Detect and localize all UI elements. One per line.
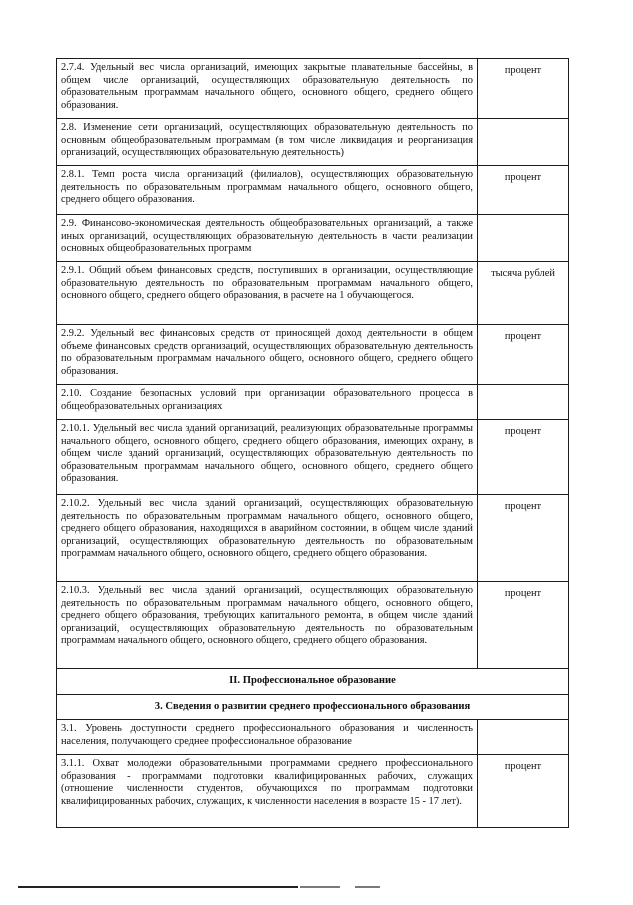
indicator-unit: процент	[478, 755, 569, 828]
indicator-unit	[478, 720, 569, 755]
table-row	[57, 495, 569, 582]
indicator-text: 2.9.1. Общий объем финансовых средств, поступивших в организации, осуществляющие образовательную деятельность по образовательным программам начального общего, основного общего, среднего общего образования, в расчете на 1 обучающегося.	[57, 262, 478, 325]
table-row	[57, 325, 569, 385]
subsection-heading: 3. Сведения о развитии среднего профессионального образования	[57, 694, 569, 720]
indicator-text: 2.8.1. Темп роста числа организаций (филиалов), осуществляющих образовательную деятельность по образовательным программам начального общего, основного общего, среднего общего образования.	[57, 166, 478, 215]
rule-segment	[355, 886, 380, 888]
table-row	[57, 420, 569, 495]
indicator-text: 2.7.4. Удельный вес числа организаций, имеющих закрытые плавательные бассейны, в общем числе организаций, осуществляющих образовательную деятельность по образовательным программам начального общего, основного общего, среднего общего образования.	[57, 59, 478, 119]
indicator-text: 2.10.2. Удельный вес числа зданий организаций, осуществляющих образовательную деятельность по образовательным программам начального общего, основного общего, среднего общего образования, находящихся в аварийном состоянии, в общем числе зданий организаций, осуществляющих образовательную деятельность по образовательным программам начального общего, основного общего, среднего общего образования.	[57, 495, 478, 582]
indicator-unit: процент	[478, 325, 569, 385]
indicator-text: 3.1. Уровень доступности среднего профессионального образования и численность населения, получающего среднее профессиональное образование	[57, 720, 478, 755]
table-row	[57, 720, 569, 755]
page-bottom-rule	[0, 886, 633, 888]
indicator-text: 2.10. Создание безопасных условий при организации образовательного процесса в общеобразовательных организациях	[57, 385, 478, 420]
indicator-text: 2.9. Финансово-экономическая деятельность общеобразовательных организаций, а также иных организаций, осуществляющих образовательную деятельность в части реализации основных общеобразовательных программ	[57, 215, 478, 262]
section-row	[57, 694, 569, 720]
table-row	[57, 582, 569, 669]
indicator-unit: процент	[478, 59, 569, 119]
indicator-unit: тысяча рублей	[478, 262, 569, 325]
indicator-text: 2.10.1. Удельный вес числа зданий организаций, реализующих образовательные программы начального общего, основного общего, среднего общего образования, имеющих охрану, в общем числе зданий организаций, осуществляющих образовательную деятельность по образовательным программам начального общего, основного общего, среднего общего образования.	[57, 420, 478, 495]
indicator-unit	[478, 215, 569, 262]
indicator-text: 2.9.2. Удельный вес финансовых средств от приносящей доход деятельности в общем объеме финансовых средств организаций, осуществляющих образовательную деятельность по образовательным программам начального общего, основного общего, среднего общего образования.	[57, 325, 478, 385]
indicators-table	[56, 58, 569, 828]
table-row	[57, 119, 569, 166]
rule-segment	[18, 886, 298, 888]
section-heading: II. Профессиональное образование	[57, 669, 569, 695]
table-row	[57, 262, 569, 325]
indicator-unit: процент	[478, 420, 569, 495]
table-row	[57, 385, 569, 420]
indicator-unit: процент	[478, 495, 569, 582]
rule-segment	[300, 886, 340, 888]
indicator-text: 2.10.3. Удельный вес числа зданий организаций, осуществляющих образовательную деятельность по образовательным программам начального общего, основного общего, среднего общего образования, требующих капитального ремонта, в общем числе зданий организаций, осуществляющих образовательную деятельность по образовательным программам начального общего, основного общего, среднего общего образования.	[57, 582, 478, 669]
indicator-unit	[478, 385, 569, 420]
indicator-text: 3.1.1. Охват молодежи образовательными программами среднего профессионального образования - программами подготовки квалифицированных рабочих, служащих (отношение численности студентов, обучающихся по программам подготовки квалифицированных рабочих, служащих, к численности населения в возрасте 15 - 17 лет).	[57, 755, 478, 828]
section-row	[57, 669, 569, 695]
table-row	[57, 166, 569, 215]
indicator-unit: процент	[478, 166, 569, 215]
table-row	[57, 215, 569, 262]
table-row	[57, 755, 569, 828]
table-row	[57, 59, 569, 119]
indicator-unit: процент	[478, 582, 569, 669]
indicator-text: 2.8. Изменение сети организаций, осуществляющих образовательную деятельность по основным общеобразовательным программам (в том числе ликвидация и реорганизация организаций, осуществляющих образовательную деятельность)	[57, 119, 478, 166]
indicator-unit	[478, 119, 569, 166]
